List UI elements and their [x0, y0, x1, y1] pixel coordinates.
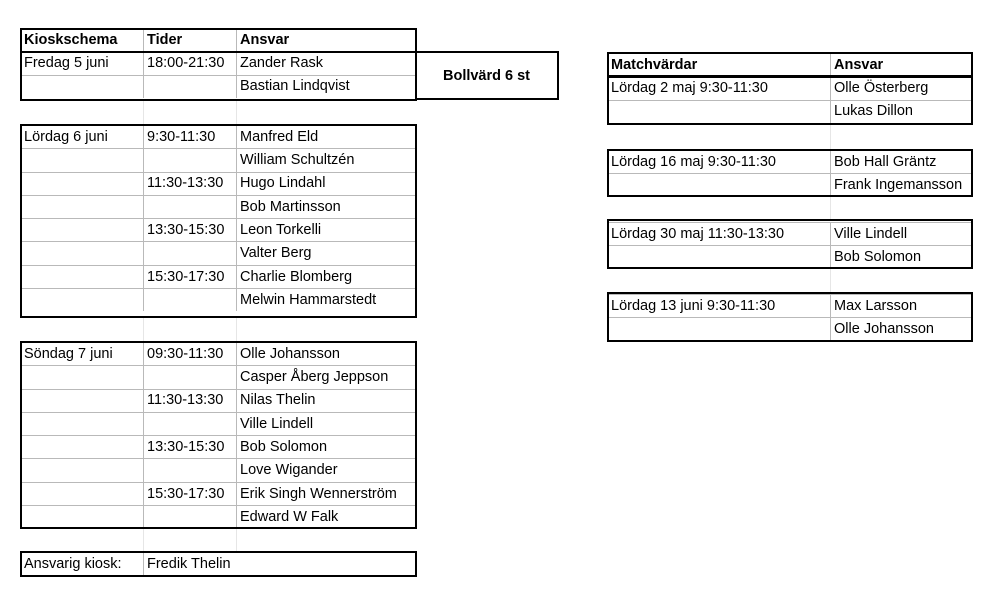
- table-row: [21, 482, 417, 505]
- time-cell: 9:30-11:30: [144, 126, 237, 149]
- sheet-gridline: [830, 124, 831, 150]
- name-cell: Valter Berg: [237, 242, 417, 265]
- table-row: [608, 100, 973, 123]
- match-table-2: [607, 150, 973, 197]
- table-row: [21, 52, 417, 75]
- table-row: [21, 553, 417, 576]
- match-date-cell: [608, 174, 831, 197]
- name-cell: Erik Singh Wennerström: [237, 482, 417, 505]
- name-cell: Bob Solomon: [831, 246, 973, 269]
- table-row: [21, 436, 417, 459]
- name-cell: Ville Lindell: [237, 412, 417, 435]
- table-row: [21, 75, 417, 98]
- match-header-row: [608, 54, 973, 77]
- day-cell: [21, 459, 144, 482]
- table-row: [21, 343, 417, 366]
- table-row: [21, 366, 417, 389]
- day-cell: [21, 265, 144, 288]
- name-cell: Olle Johansson: [237, 343, 417, 366]
- sheet-gridline: [236, 317, 237, 341]
- day-cell: [21, 366, 144, 389]
- name-cell: Lukas Dillon: [831, 100, 973, 123]
- table-row: [21, 195, 417, 218]
- kiosk-sunday-table: [20, 342, 417, 528]
- table-row: [21, 242, 417, 265]
- name-cell: Bastian Lindqvist: [237, 75, 417, 98]
- table-row: [21, 459, 417, 482]
- day-cell: [21, 242, 144, 265]
- match-date-cell: Lördag 30 maj 11:30-13:30: [608, 223, 831, 246]
- day-cell: [21, 289, 144, 312]
- table-row: [608, 77, 973, 100]
- time-cell: [144, 289, 237, 312]
- kiosk-header-ansvar: Ansvar: [237, 29, 417, 52]
- name-cell: Nilas Thelin: [237, 389, 417, 412]
- name-cell: Ville Lindell: [831, 223, 973, 246]
- day-cell: Fredag 5 juni: [21, 52, 144, 75]
- day-cell: [21, 506, 144, 529]
- table-row: [21, 172, 417, 195]
- time-cell: [144, 459, 237, 482]
- sheet-gridline: [830, 196, 831, 219]
- time-cell: [144, 195, 237, 218]
- name-cell: Charlie Blomberg: [237, 265, 417, 288]
- match-table-4: [607, 294, 973, 341]
- match-header-ansvar: Ansvar: [831, 54, 973, 77]
- responsible-name: Fredik Thelin: [144, 553, 417, 576]
- day-cell: [21, 436, 144, 459]
- kiosk-saturday-table: [20, 125, 417, 311]
- name-cell: Bob Martinsson: [237, 195, 417, 218]
- day-cell: Söndag 7 juni: [21, 343, 144, 366]
- name-cell: Hugo Lindahl: [237, 172, 417, 195]
- bollvard-label: Bollvärd 6 st: [416, 51, 559, 100]
- match-date-cell: [608, 100, 831, 123]
- time-cell: 11:30-13:30: [144, 389, 237, 412]
- name-cell: Bob Solomon: [237, 436, 417, 459]
- match-date-cell: Lördag 13 juni 9:30-11:30: [608, 295, 831, 318]
- table-row: [21, 412, 417, 435]
- table-row: [21, 149, 417, 172]
- match-date-cell: Lördag 2 maj 9:30-11:30: [608, 77, 831, 100]
- name-cell: Olle Österberg: [831, 77, 973, 100]
- name-cell: Melwin Hammarstedt: [237, 289, 417, 312]
- sheet-gridline: [143, 317, 144, 341]
- time-cell: 11:30-13:30: [144, 172, 237, 195]
- time-cell: 09:30-11:30: [144, 343, 237, 366]
- name-cell: Casper Åberg Jeppson: [237, 366, 417, 389]
- name-cell: Olle Johansson: [831, 318, 973, 341]
- time-cell: [144, 242, 237, 265]
- sheet-gridline: [143, 528, 144, 551]
- name-cell: Leon Torkelli: [237, 219, 417, 242]
- time-cell: 13:30-15:30: [144, 436, 237, 459]
- kiosk-header-schema: Kioskschema: [21, 29, 144, 52]
- table-row: [21, 219, 417, 242]
- match-date-cell: [608, 318, 831, 341]
- table-row: [608, 151, 973, 174]
- table-row: [608, 246, 973, 269]
- time-cell: 13:30-15:30: [144, 219, 237, 242]
- time-cell: 15:30-17:30: [144, 482, 237, 505]
- match-date-cell: [608, 246, 831, 269]
- day-cell: [21, 195, 144, 218]
- name-cell: Edward W Falk: [237, 506, 417, 529]
- day-cell: [21, 172, 144, 195]
- time-cell: [144, 149, 237, 172]
- name-cell: Bob Hall Gräntz: [831, 151, 973, 174]
- name-cell: Frank Ingemansson: [831, 174, 973, 197]
- table-row: [608, 295, 973, 318]
- name-cell: Manfred Eld: [237, 126, 417, 149]
- day-cell: Lördag 6 juni: [21, 126, 144, 149]
- time-cell: 15:30-17:30: [144, 265, 237, 288]
- kiosk-friday-table: [20, 28, 417, 98]
- table-row: [21, 265, 417, 288]
- sheet-gridline: [236, 528, 237, 551]
- sheet-gridline: [236, 100, 237, 124]
- name-cell: Zander Rask: [237, 52, 417, 75]
- name-cell: Love Wigander: [237, 459, 417, 482]
- match-table-3: [607, 222, 973, 269]
- kiosk-responsible-table: [20, 552, 417, 575]
- match-table-1: [607, 53, 973, 123]
- day-cell: [21, 149, 144, 172]
- day-cell: [21, 219, 144, 242]
- time-cell: [144, 506, 237, 529]
- table-row: [608, 318, 973, 341]
- name-cell: William Schultzén: [237, 149, 417, 172]
- sheet-gridline: [830, 268, 831, 292]
- time-cell: [144, 366, 237, 389]
- match-header-varder: Matchvärdar: [608, 54, 831, 77]
- time-cell: [144, 75, 237, 98]
- day-cell: [21, 482, 144, 505]
- table-row: [608, 174, 973, 197]
- table-row: [21, 389, 417, 412]
- kiosk-header-row: [21, 29, 417, 52]
- time-cell: 18:00-21:30: [144, 52, 237, 75]
- sheet-gridline: [143, 100, 144, 124]
- kiosk-header-tider: Tider: [144, 29, 237, 52]
- day-cell: [21, 75, 144, 98]
- time-cell: [144, 412, 237, 435]
- name-cell: Max Larsson: [831, 295, 973, 318]
- day-cell: [21, 389, 144, 412]
- responsible-label: Ansvarig kiosk:: [21, 553, 144, 576]
- table-row: [21, 506, 417, 529]
- table-row: [608, 223, 973, 246]
- table-row: [21, 126, 417, 149]
- match-date-cell: Lördag 16 maj 9:30-11:30: [608, 151, 831, 174]
- day-cell: [21, 412, 144, 435]
- table-row: [21, 289, 417, 312]
